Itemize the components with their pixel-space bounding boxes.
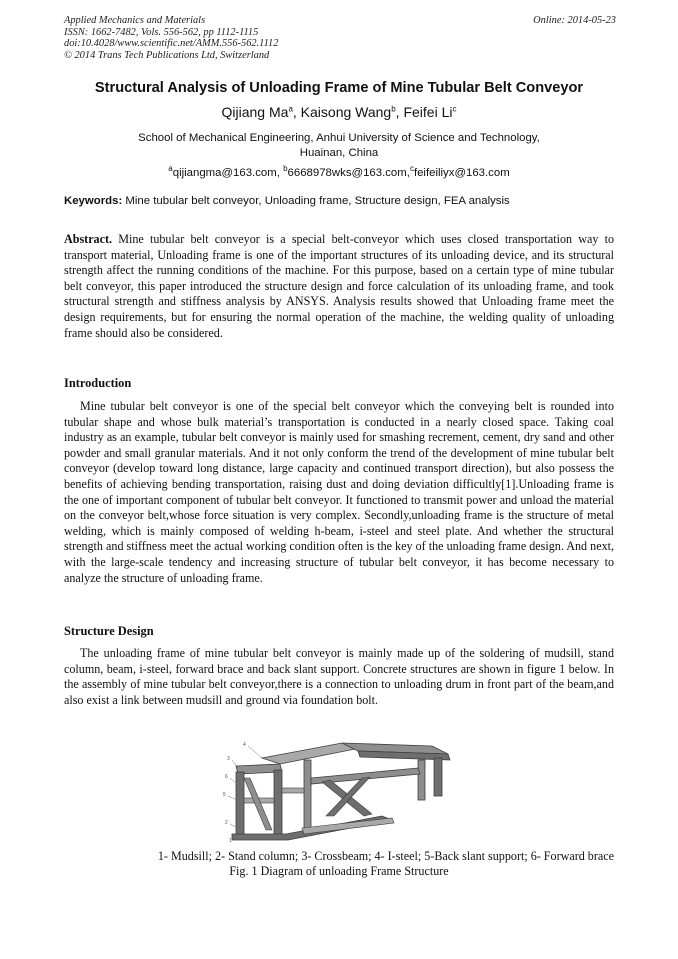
callout-label: 2	[225, 820, 228, 826]
affiliation	[90, 131, 588, 161]
frame-diagram	[222, 738, 462, 846]
figure-caption: Fig. 1 Diagram of unloading Frame Structure	[229, 864, 449, 878]
email-link[interactable]: 6668978wks@163.com	[287, 167, 407, 179]
author-marker: b	[391, 104, 396, 114]
email-link[interactable]: qijiangma@163.com	[172, 167, 277, 179]
stand-column-right-rear	[434, 758, 442, 796]
keywords	[64, 195, 616, 207]
author-marker: a	[288, 104, 293, 114]
author-list: Qijiang Ma$^a$, Kaisong Wang$^b$, Feifei Li$^c$	[221, 104, 457, 120]
author-name: Feifei Li	[403, 104, 453, 120]
journal-name: Applied Mechanics and Materials	[64, 15, 206, 26]
callout-label: 5	[223, 792, 226, 798]
introduction-paragraph: Mine tubular belt conveyor is one of the special belt conveyor which the conveying belt is rounded into tubular shape and whose bulk material’s transportation is conducted in a nearly closed space. Taking coal industry as an example, tubular belt conveyor is mainly used for smashing recrement, cement, dry sand and other powder and small granular materials. And it not only conform the trend of the development of mine tubular belt conveyor (develop toward long distance, large capacity and continued transport direction), but also possess the benefits of achieving bending transportation, raising dust and doing deviation difficultly[1].Unloading frame is the one of important component of tubular belt conveyor. It functioned to transmit power and unload the material on the conveyor belt,whose force situation is very complex. Secondly,unloading frame is the structure of metal welding, which is mainly composed of welding h-beam, i-steel and steel plate. And whether the structural strength and stiffness meet the actual working condition often is the key of the unloading frame design. And next, with the large-scale tendency and increasing structure of tubular belt conveyor, it has become necessary to analyze the structure of unloading frame.	[64, 399, 614, 585]
author-marker: c	[452, 104, 457, 114]
affiliation-line: School of Mechanical Engineering, Anhui University of Science and Technology,	[138, 132, 540, 144]
abstract-text: Mine tubular belt conveyor is a special belt-conveyor which uses closed transportation way to transport material, Unloading frame is one of the important structures of its unloading device, and its structural strength affect the running conditions of the machine. For this purpose, based on a certain type of mine tubular belt conveyor, this paper introduced the structure design and force calculation of its unloading frame, and took structural strength and stiffness analysis by ANSYS. Analysis results showed that Unloading frame meet the design requirements, but for ensuring the normal operation of the machine, the welding quality of unloading frame should also be considered.	[64, 232, 614, 340]
figure-legend: 1- Mudsill; 2- Stand column; 3- Crossbeam; 4- I-steel; 5-Back slant support; 6- Forward brace	[157, 849, 614, 863]
callout-label: 4	[243, 742, 246, 748]
section-heading-structure-design: Structure Design	[64, 624, 154, 638]
keywords-text: Mine tubular belt conveyor, Unloading frame, Structure design, FEA analysis	[125, 195, 510, 207]
copyright-line: © 2014 Trans Tech Publications Ltd, Switzerland	[64, 49, 270, 61]
email-link[interactable]: feifeiliyx@163.com	[413, 167, 510, 179]
abstract-label: Abstract.	[64, 232, 113, 246]
stand-column-mid	[274, 770, 282, 836]
author-name: Kaisong Wang	[300, 104, 392, 120]
doi-line: doi:10.4028/www.scientific.net/AMM.556-562.1112	[64, 38, 279, 50]
online-date: Online: 2014-05-23	[533, 15, 616, 26]
author-name: Qijiang Ma	[221, 104, 289, 120]
running-header	[64, 15, 616, 61]
frame-drawing	[232, 743, 450, 840]
callout-label: 6	[225, 774, 228, 780]
mudsill-rear	[302, 818, 394, 834]
callout-label: 3	[227, 756, 230, 762]
issn-line: ISSN: 1662-7482, Vols. 556-562, pp 1112-1115	[64, 26, 259, 38]
callout-label: 1	[229, 838, 232, 844]
tie-beam	[282, 788, 304, 793]
figure-unloading-frame	[222, 738, 462, 846]
email-marker: a	[168, 164, 173, 174]
affiliation-line: Huainan, China	[299, 147, 379, 159]
email-marker: c	[409, 164, 414, 174]
forward-brace	[244, 778, 272, 830]
structure-design-paragraph: The unloading frame of mine tubular belt conveyor is mainly made up of the soldering of mudsill, stand column, beam, i-steel, forward brace and back slant support. Concrete structures are shown in figure 1 below. In the assembly of mine tubular belt conveyor,there is a connection to unloading drum in front part of the beam,and also exist a link between mudsill and ground via foundation bolt.	[64, 646, 614, 707]
leader-lines	[228, 746, 262, 838]
email-marker: b	[283, 164, 288, 174]
keywords-label: Keywords:	[64, 195, 123, 207]
stand-column-right-front	[418, 760, 425, 800]
abstract	[64, 232, 614, 341]
paper-title: Structural Analysis of Unloading Frame of Mine Tubular Belt Conveyor	[94, 80, 584, 96]
stand-column-rear	[304, 760, 311, 830]
section-heading-introduction: Introduction	[64, 376, 132, 390]
stand-column-left	[236, 772, 244, 836]
email-list: $^a$qijiangma@163.com, $^b$6668978wks@163.com,$^c$feifeiliyx@163.com	[168, 164, 510, 179]
